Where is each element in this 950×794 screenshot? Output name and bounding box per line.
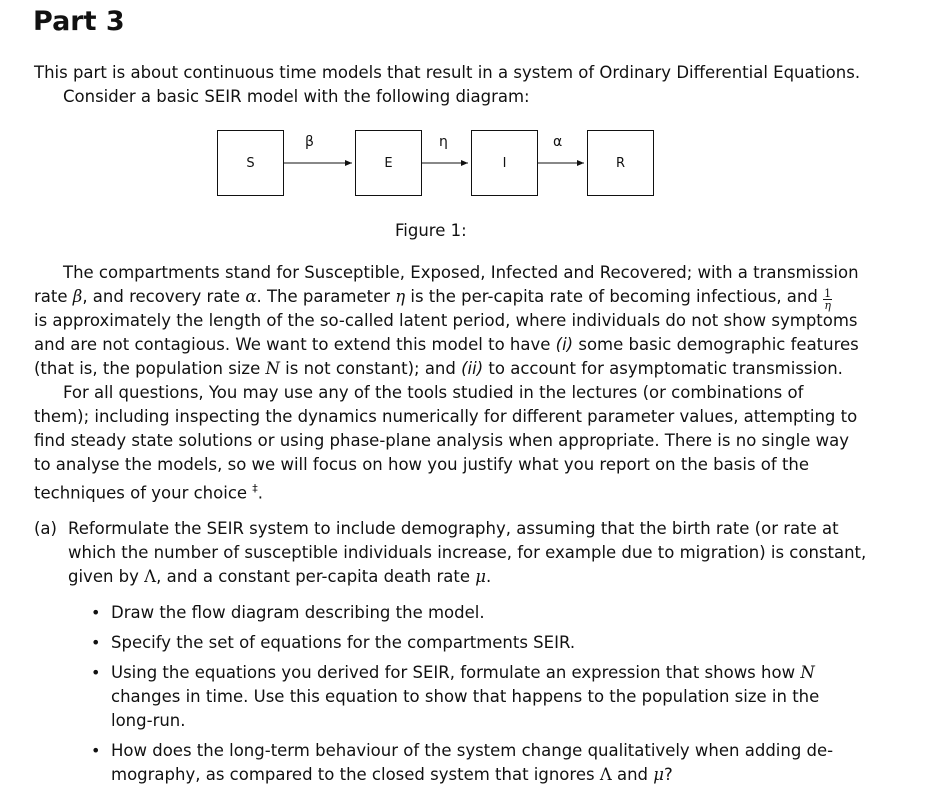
bullet-3-line-3: long-run. [111, 711, 186, 730]
para-line-1: The compartments stand for Susceptible, Exposed, Infected and Recovered; with a transmission [63, 263, 859, 282]
compartment-r: R [587, 130, 654, 196]
bullet-4-line-2: mography, as compared to the closed system that ignores Λ and μ? [111, 765, 673, 784]
para-line-3: is approximately the length of the so-called latent period, where individuals do not show symptoms [34, 311, 858, 330]
compartment-e: E [355, 130, 422, 196]
rate-eta-label: η [439, 134, 448, 150]
question-a-line-3: given by Λ, and a constant per-capita death rate μ. [68, 567, 492, 586]
para-line-5: (that is, the population size N is not constant); and (ii) to account for asymptomatic transmission. [34, 359, 843, 378]
para-line-8: find steady state solutions or using phase-plane analysis when appropriate. There is no single way [34, 431, 849, 450]
para-line-10: techniques of your choice ‡. [34, 482, 264, 503]
bullet-2-text: Specify the set of equations for the compartments SEIR. [111, 633, 576, 652]
bullet-3-line-1: Using the equations you derived for SEIR, formulate an expression that shows how N [111, 663, 815, 682]
bullet-1-text: Draw the flow diagram describing the model. [111, 603, 485, 622]
intro-line-1: This part is about continuous time models that result in a system of Ordinary Differential Equations. [34, 63, 861, 82]
rate-beta-label: β [305, 134, 314, 150]
rate-alpha-label: α [553, 134, 563, 150]
para-line-7: them); including inspecting the dynamics numerically for different parameter values, attempting to [34, 407, 858, 426]
intro-line-2: Consider a basic SEIR model with the following diagram: [63, 87, 530, 106]
para-line-6: For all questions, You may use any of the tools studied in the lectures (or combinations of [63, 383, 804, 402]
footnote-dagger: ‡ [252, 482, 258, 495]
section-title: Part 3 [33, 6, 125, 37]
bullet-4-line-1: How does the long-term behaviour of the system change qualitatively when adding de- [111, 741, 834, 760]
bullet-4-symbol: • [91, 741, 101, 760]
fraction-one-over-eta: $\frac{1}{\eta}$ [824, 287, 832, 312]
para-line-4: and are not contagious. We want to extend this model to have (i) some basic demographic features [34, 335, 859, 354]
bullet-2-symbol: • [91, 633, 101, 652]
para-line-9: to analyse the models, so we will focus on how you justify what you report on the basis of the [34, 455, 810, 474]
bullet-3-line-2: changes in time. Use this equation to show that happens to the population size in the [111, 687, 820, 706]
compartment-s: S [217, 130, 284, 196]
question-a-label: (a) [34, 519, 57, 538]
question-a-line-2: which the number of susceptible individuals increase, for example due to migration) is constant, [68, 543, 867, 562]
bullet-1-symbol: • [91, 603, 101, 622]
figure-caption: Figure 1: [395, 221, 467, 240]
bullet-3-symbol: • [91, 663, 101, 682]
para-line-2: rate β, and recovery rate α. The parameter η is the per-capita rate of becoming infectious, and $\frac{1}{\eta}$ [34, 287, 832, 312]
question-a-line-1: Reformulate the SEIR system to include demography, assuming that the birth rate (or rate at [68, 519, 839, 538]
compartment-i: I [471, 130, 538, 196]
